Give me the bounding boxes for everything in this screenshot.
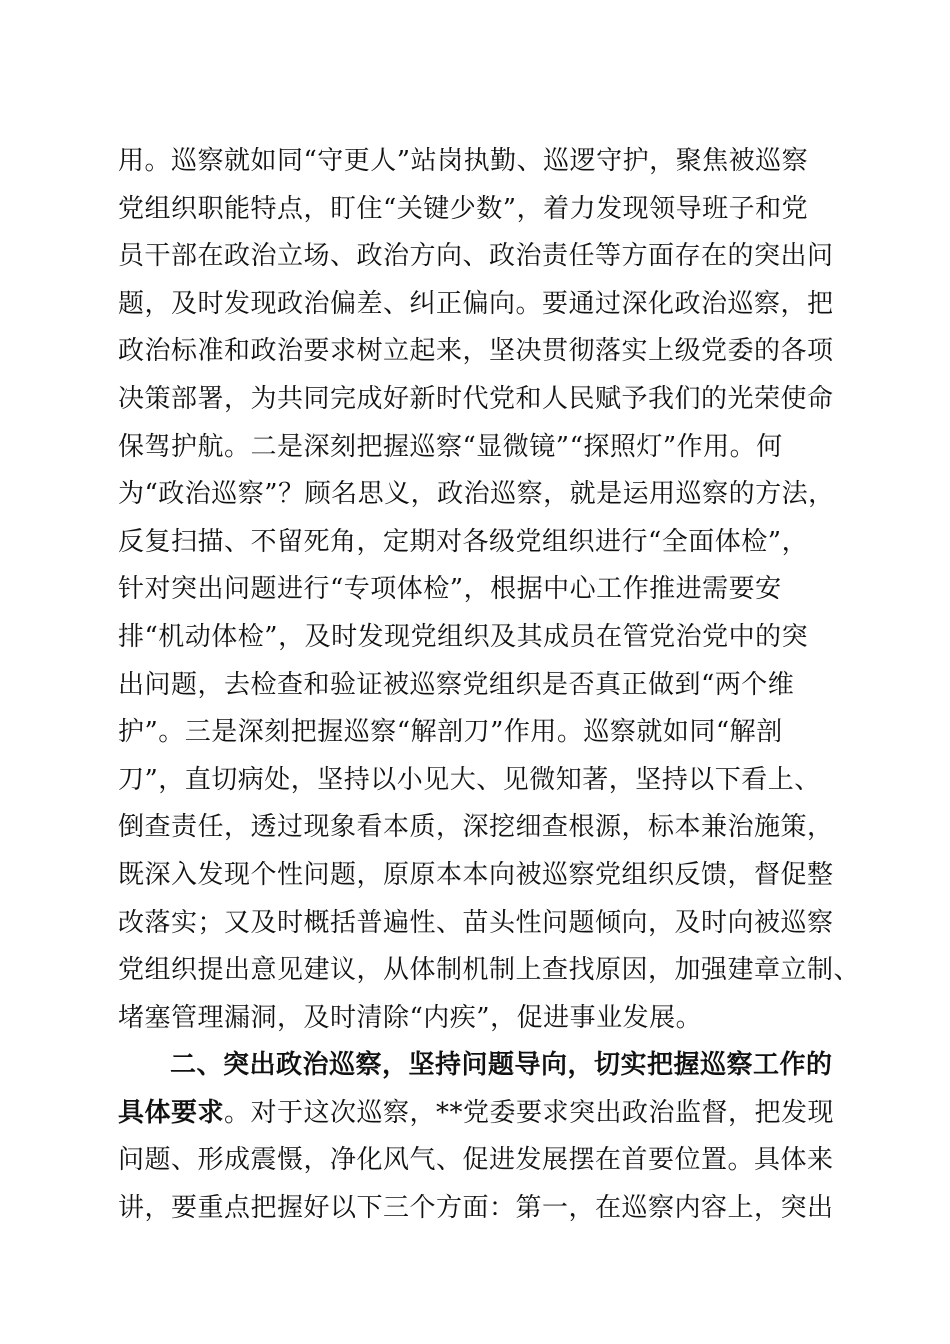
text-line: 排“机动体检”，及时发现党组织及其成员在管党治党中的突 [118,621,809,652]
text-line: 出问题，去检查和验证被巡察党组织是否真正做到“两个维 [118,669,795,700]
text-line: 针对突出问题进行“专项体检”，根据中心工作推进需要安 [118,574,782,605]
paragraph-text: 。对于这次巡察，**党委要求突出政治监督，把发现 [224,1097,835,1128]
section-heading-tail: 具体要求 [118,1097,225,1128]
text-line: 为“政治巡察”？顾名思义，政治巡察，就是运用巡察的方法， [118,479,835,510]
text-line: 刀”，直切病处，坚持以小见大、见微知著，坚持以下看上、 [118,764,821,795]
text-line: 政治标准和政治要求树立起来，坚决贯彻落实上级党委的各项 [118,336,834,367]
text-line: 堵塞管理漏洞，及时清除“内疾”，促进事业发展。 [118,1002,703,1033]
body-text [118,138,861,1233]
text-line: 决策部署，为共同完成好新时代党和人民赋予我们的光荣使命 [118,383,834,414]
section-heading: 二、突出政治巡察，坚持问题导向，切实把握巡察工作的 [170,1050,833,1081]
text-line: 反复扫描、不留死角，定期对各级党组织进行“全面体检”， [118,526,809,557]
text-line: 改落实；又及时概括普遍性、苗头性问题倾向，及时向被巡察 [118,907,834,938]
text-line: 护”。三是深刻把握巡察“解剖刀”作用。巡察就如同“解剖 [118,717,783,748]
section-heading-continued [118,1090,838,1138]
text-line: 员干部在政治立场、政治方向、政治责任等方面存在的突出问 [118,241,834,272]
text-line: 既深入发现个性问题，原原本本向被巡察党组织反馈，督促整 [118,859,834,890]
text-line: 题，及时发现政治偏差、纠正偏向。要通过深化政治巡察，把 [118,288,834,319]
text-line: 保驾护航。二是深刻把握巡察“显微镜”“探照灯”作用。何 [118,431,783,462]
text-line: 讲，要重点把握好以下三个方面：第一，在巡察内容上，突出 [118,1193,834,1224]
text-line: 党组织职能特点，盯住“关键少数”，着力发现领导班子和党 [118,193,809,224]
text-line: 问题、形成震慑，净化风气、促进发展摆在首要位置。具体来 [118,1145,834,1176]
text-line: 党组织提出意见建议，从体制机制上查找原因，加强建章立制、 [118,955,861,986]
text-line: 用。巡察就如同“守更人”站岗执勤、巡逻守护，聚焦被巡察 [118,146,809,176]
text-line: 倒查责任，透过现象看本质，深挖细查根源，标本兼治施策， [118,812,834,843]
